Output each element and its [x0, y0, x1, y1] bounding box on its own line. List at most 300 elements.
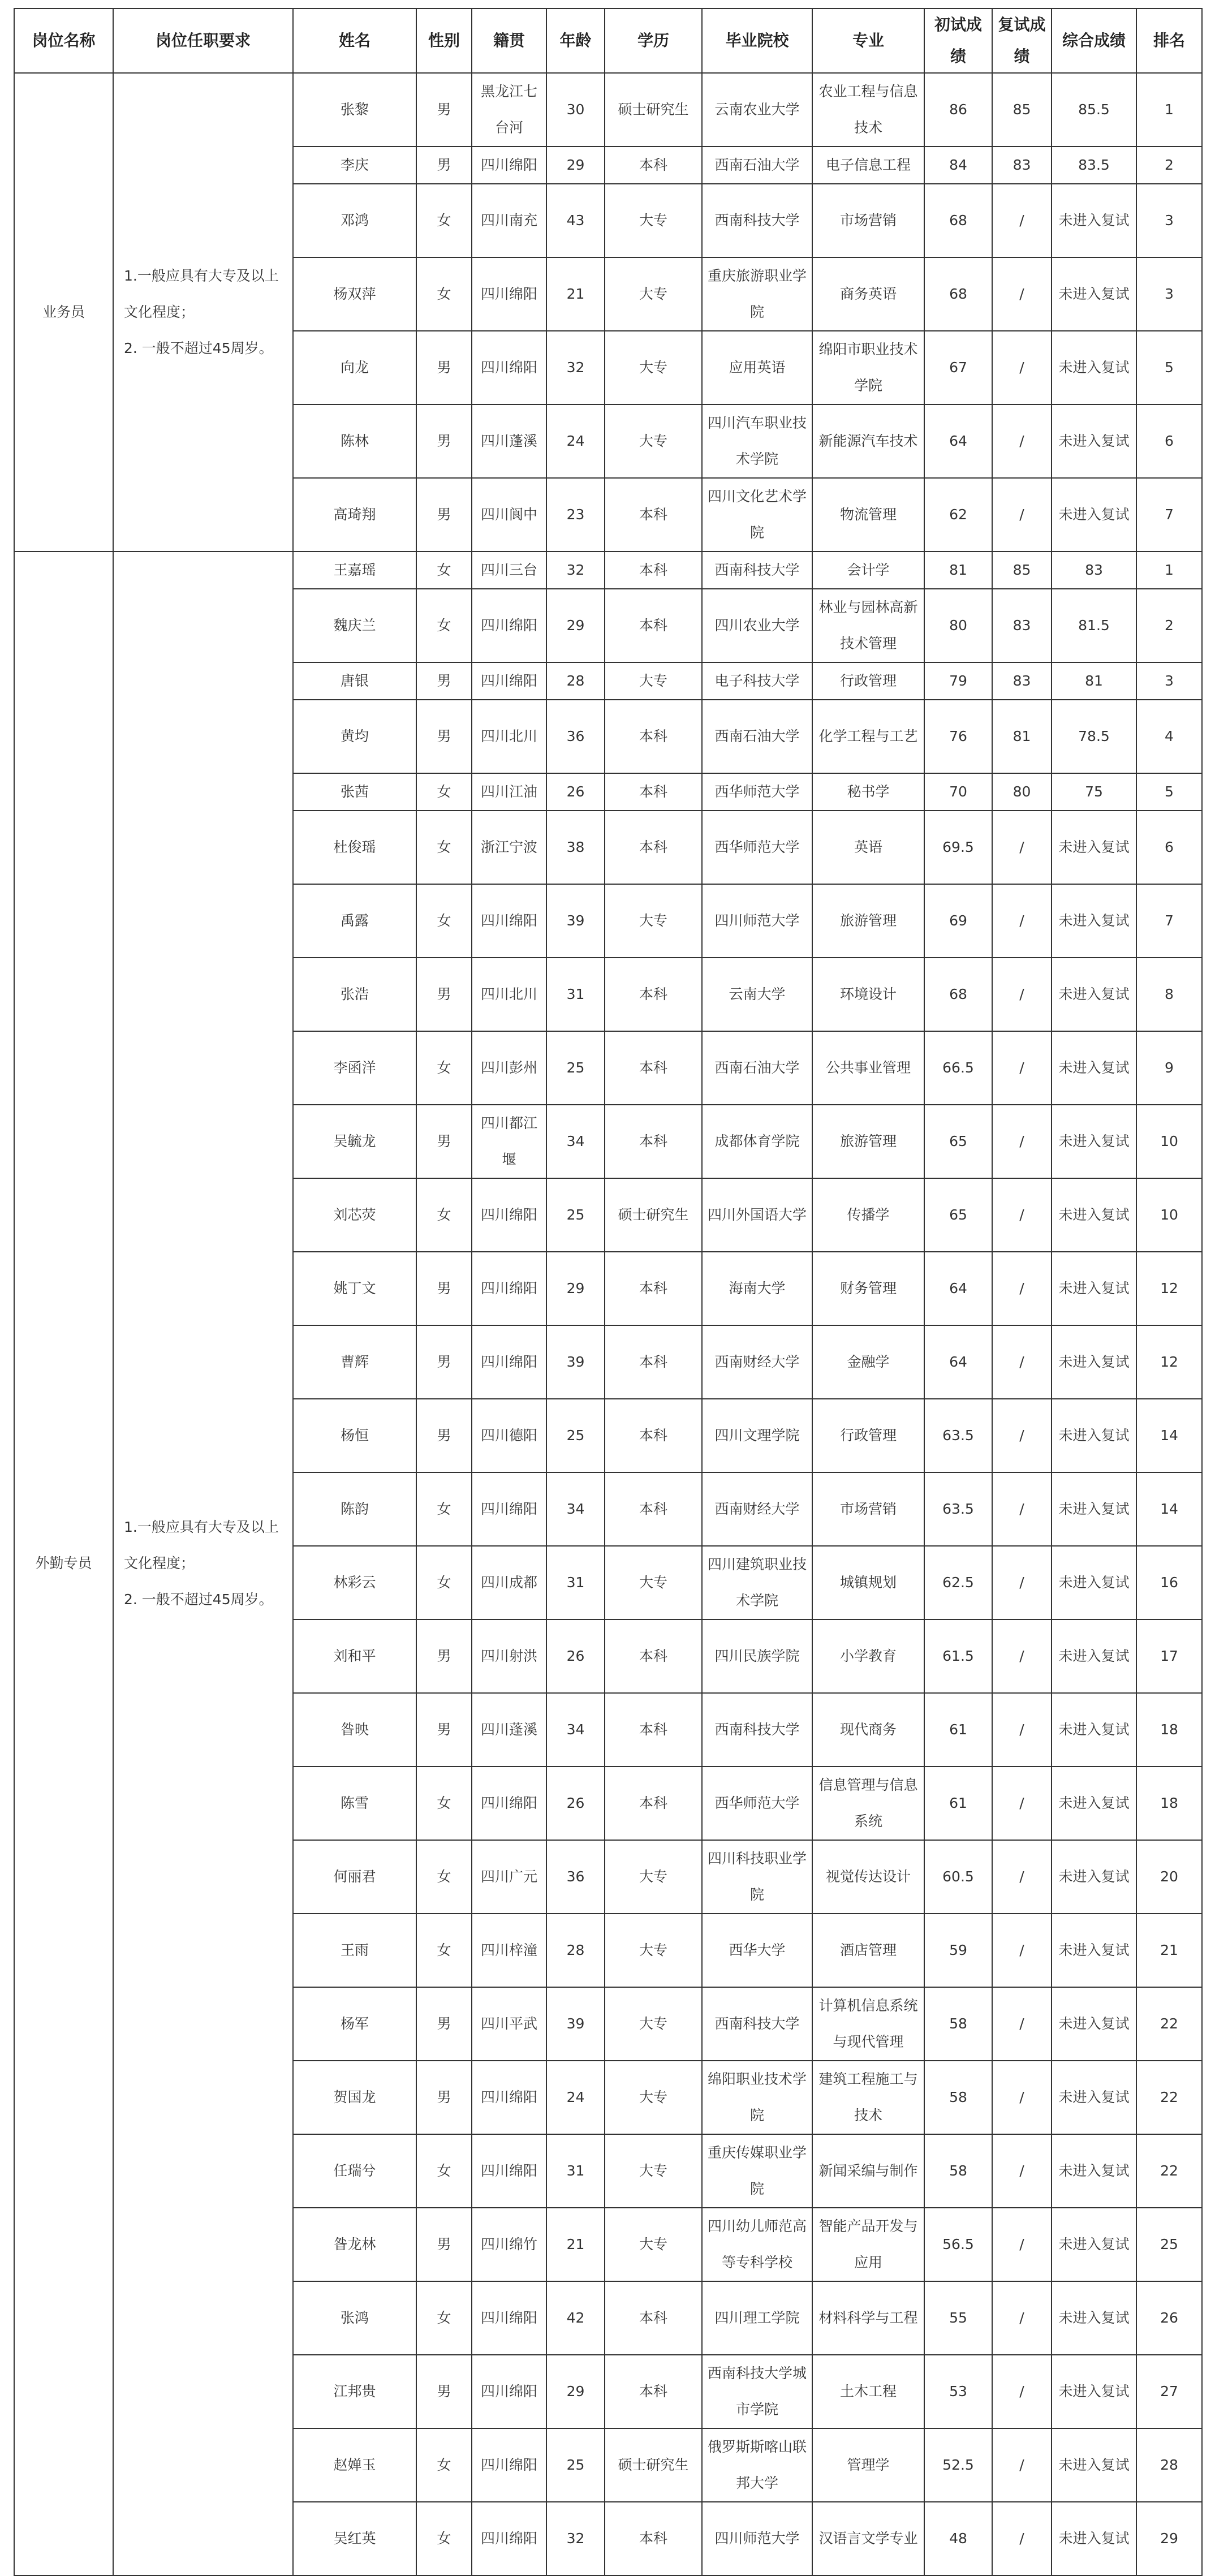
total-score-cell: 未进入复试 — [1052, 2134, 1136, 2208]
total-score-cell: 未进入复试 — [1052, 1767, 1136, 1840]
total-score-cell: 未进入复试 — [1052, 884, 1136, 958]
major-cell: 英语 — [812, 811, 924, 884]
rank-cell: 10 — [1136, 1105, 1202, 1178]
retest-score-cell: / — [992, 1619, 1052, 1693]
name-cell: 姚丁文 — [293, 1252, 416, 1325]
school-cell: 西南科技大学 — [702, 184, 812, 257]
retest-score-cell: / — [992, 1252, 1052, 1325]
major-cell: 农业工程与信息技术 — [812, 73, 924, 147]
retest-score-cell: / — [992, 404, 1052, 478]
name-cell: 杨恒 — [293, 1399, 416, 1472]
rank-cell: 6 — [1136, 404, 1202, 478]
initial-score-cell: 68 — [924, 257, 992, 331]
gender-cell: 女 — [416, 1914, 472, 1987]
total-score-cell: 未进入复试 — [1052, 1987, 1136, 2061]
education-cell: 本科 — [605, 1031, 702, 1105]
name-cell: 吴毓龙 — [293, 1105, 416, 1178]
initial-score-cell: 53 — [924, 2355, 992, 2428]
school-cell: 四川民族学院 — [702, 1619, 812, 1693]
gender-cell: 女 — [416, 1472, 472, 1546]
gender-cell: 女 — [416, 257, 472, 331]
major-cell: 信息管理与信息系统 — [812, 1767, 924, 1840]
major-cell: 行政管理 — [812, 1399, 924, 1472]
age-cell: 36 — [546, 1840, 605, 1914]
school-cell: 成都体育学院 — [702, 1105, 812, 1178]
rank-cell: 29 — [1136, 2502, 1202, 2575]
total-score-cell: 未进入复试 — [1052, 1693, 1136, 1767]
rank-cell: 25 — [1136, 2208, 1202, 2281]
age-cell: 34 — [546, 1105, 605, 1178]
total-score-cell: 未进入复试 — [1052, 2502, 1136, 2575]
origin-cell: 四川绵阳 — [472, 662, 546, 700]
rank-cell: 21 — [1136, 1914, 1202, 1987]
total-score-cell: 未进入复试 — [1052, 811, 1136, 884]
total-score-cell: 未进入复试 — [1052, 1031, 1136, 1105]
age-cell: 34 — [546, 1472, 605, 1546]
education-cell: 硕士研究生 — [605, 1178, 702, 1252]
retest-score-cell: 80 — [992, 773, 1052, 811]
major-cell: 会计学 — [812, 552, 924, 589]
school-cell: 西南科技大学 — [702, 552, 812, 589]
initial-score-cell: 62.5 — [924, 1546, 992, 1619]
major-cell: 传播学 — [812, 1178, 924, 1252]
total-score-cell: 83 — [1052, 552, 1136, 589]
total-score-cell: 85.5 — [1052, 73, 1136, 147]
origin-cell: 浙江宁波 — [472, 811, 546, 884]
major-cell: 电子信息工程 — [812, 147, 924, 184]
retest-score-cell: / — [992, 1399, 1052, 1472]
age-cell: 25 — [546, 2428, 605, 2502]
initial-score-cell: 64 — [924, 1252, 992, 1325]
name-cell: 张浩 — [293, 958, 416, 1031]
initial-score-cell: 61 — [924, 1767, 992, 1840]
retest-score-cell: 83 — [992, 147, 1052, 184]
initial-score-cell: 65 — [924, 1105, 992, 1178]
total-score-cell: 未进入复试 — [1052, 1840, 1136, 1914]
origin-cell: 四川彭州 — [472, 1031, 546, 1105]
education-cell: 大专 — [605, 257, 702, 331]
gender-cell: 男 — [416, 958, 472, 1031]
education-cell: 本科 — [605, 773, 702, 811]
education-cell: 本科 — [605, 2502, 702, 2575]
age-cell: 28 — [546, 662, 605, 700]
school-cell: 西南石油大学 — [702, 700, 812, 773]
total-score-cell: 未进入复试 — [1052, 2355, 1136, 2428]
school-cell: 海南大学 — [702, 1252, 812, 1325]
retest-score-cell: / — [992, 1693, 1052, 1767]
origin-cell: 四川绵阳 — [472, 2355, 546, 2428]
gender-cell: 女 — [416, 1767, 472, 1840]
name-cell: 黄均 — [293, 700, 416, 773]
initial-score-cell: 84 — [924, 147, 992, 184]
name-cell: 王雨 — [293, 1914, 416, 1987]
origin-cell: 四川绵阳 — [472, 257, 546, 331]
total-score-cell: 未进入复试 — [1052, 1325, 1136, 1399]
rank-cell: 5 — [1136, 331, 1202, 404]
position-cell: 外勤专员 — [14, 552, 113, 2575]
origin-cell: 四川绵阳 — [472, 1472, 546, 1546]
initial-score-cell: 76 — [924, 700, 992, 773]
gender-cell: 男 — [416, 1399, 472, 1472]
gender-cell: 女 — [416, 773, 472, 811]
school-cell: 应用英语 — [702, 331, 812, 404]
education-cell: 硕士研究生 — [605, 73, 702, 147]
name-cell: 王嘉瑶 — [293, 552, 416, 589]
major-cell: 土木工程 — [812, 2355, 924, 2428]
name-cell: 唐银 — [293, 662, 416, 700]
name-cell: 高琦翔 — [293, 478, 416, 552]
initial-score-cell: 86 — [924, 73, 992, 147]
age-cell: 34 — [546, 1693, 605, 1767]
retest-score-cell: / — [992, 1546, 1052, 1619]
total-score-cell: 未进入复试 — [1052, 331, 1136, 404]
name-cell: 昝龙林 — [293, 2208, 416, 2281]
gender-cell: 女 — [416, 1840, 472, 1914]
rank-cell: 12 — [1136, 1252, 1202, 1325]
age-cell: 32 — [546, 552, 605, 589]
major-cell: 酒店管理 — [812, 1914, 924, 1987]
retest-score-cell: / — [992, 184, 1052, 257]
major-cell: 环境设计 — [812, 958, 924, 1031]
name-cell: 刘和平 — [293, 1619, 416, 1693]
initial-score-cell: 65 — [924, 1178, 992, 1252]
rank-cell: 17 — [1136, 1619, 1202, 1693]
age-cell: 29 — [546, 589, 605, 662]
total-score-cell: 未进入复试 — [1052, 1619, 1136, 1693]
gender-cell: 男 — [416, 662, 472, 700]
age-cell: 25 — [546, 1031, 605, 1105]
name-cell: 魏庆兰 — [293, 589, 416, 662]
education-cell: 大专 — [605, 2208, 702, 2281]
school-cell: 西南科技大学城市学院 — [702, 2355, 812, 2428]
major-cell: 现代商务 — [812, 1693, 924, 1767]
origin-cell: 四川绵阳 — [472, 2428, 546, 2502]
initial-score-cell: 63.5 — [924, 1472, 992, 1546]
major-cell: 计算机信息系统与现代管理 — [812, 1987, 924, 2061]
major-cell: 市场营销 — [812, 1472, 924, 1546]
gender-cell: 男 — [416, 478, 472, 552]
origin-cell: 四川绵阳 — [472, 331, 546, 404]
initial-score-cell: 68 — [924, 958, 992, 1031]
school-cell: 西南石油大学 — [702, 1031, 812, 1105]
age-cell: 32 — [546, 2502, 605, 2575]
name-cell: 刘芯荧 — [293, 1178, 416, 1252]
origin-cell: 四川绵阳 — [472, 2134, 546, 2208]
initial-score-cell: 62 — [924, 478, 992, 552]
retest-score-cell: / — [992, 1472, 1052, 1546]
gender-cell: 男 — [416, 1987, 472, 2061]
name-cell: 贺国龙 — [293, 2061, 416, 2134]
rank-cell: 4 — [1136, 700, 1202, 773]
gender-header: 性别 — [416, 8, 472, 73]
initial-score-cell: 69 — [924, 884, 992, 958]
initial-score-cell: 58 — [924, 2134, 992, 2208]
retest-score-cell: / — [992, 257, 1052, 331]
initial-score-cell: 60.5 — [924, 1840, 992, 1914]
requirement-line: 文化程度； — [124, 304, 195, 320]
age-cell: 43 — [546, 184, 605, 257]
education-cell: 本科 — [605, 1399, 702, 1472]
rank-cell: 6 — [1136, 811, 1202, 884]
origin-cell: 四川蓬溪 — [472, 404, 546, 478]
name-cell: 张鸿 — [293, 2281, 416, 2355]
requirements-cell — [113, 73, 293, 552]
gender-cell: 女 — [416, 1546, 472, 1619]
retest-score-cell: / — [992, 1105, 1052, 1178]
retest-score-cell: / — [992, 2355, 1052, 2428]
name-cell: 昝映 — [293, 1693, 416, 1767]
origin-cell: 四川绵阳 — [472, 2281, 546, 2355]
education-cell: 本科 — [605, 147, 702, 184]
position-cell: 业务员 — [14, 73, 113, 552]
origin-cell: 四川江油 — [472, 773, 546, 811]
origin-cell: 黑龙江七台河 — [472, 73, 546, 147]
name-cell: 何丽君 — [293, 1840, 416, 1914]
age-header: 年龄 — [546, 8, 605, 73]
retest-score-cell: / — [992, 2134, 1052, 2208]
total-score-cell: 未进入复试 — [1052, 1399, 1136, 1472]
education-cell: 大专 — [605, 1987, 702, 2061]
requirement-line: 1.一般应具有大专及以上 — [124, 268, 279, 284]
total-score-cell: 未进入复试 — [1052, 1472, 1136, 1546]
name-header: 姓名 — [293, 8, 416, 73]
age-cell: 21 — [546, 257, 605, 331]
initial-score-cell: 48 — [924, 2502, 992, 2575]
gender-cell: 男 — [416, 1252, 472, 1325]
initial-score-cell: 52.5 — [924, 2428, 992, 2502]
retest-score-cell: / — [992, 2061, 1052, 2134]
initial-score-header: 初试成绩 — [924, 8, 992, 73]
school-header: 毕业院校 — [702, 8, 812, 73]
age-cell: 36 — [546, 700, 605, 773]
age-cell: 28 — [546, 1914, 605, 1987]
name-cell: 江邦贵 — [293, 2355, 416, 2428]
age-cell: 31 — [546, 1546, 605, 1619]
education-cell: 本科 — [605, 1472, 702, 1546]
major-cell: 视觉传达设计 — [812, 1840, 924, 1914]
major-cell: 旅游管理 — [812, 884, 924, 958]
gender-cell: 男 — [416, 331, 472, 404]
rank-cell: 14 — [1136, 1399, 1202, 1472]
initial-score-cell: 56.5 — [924, 2208, 992, 2281]
origin-cell: 四川都江堰 — [472, 1105, 546, 1178]
gender-cell: 女 — [416, 184, 472, 257]
name-cell: 杜俊瑶 — [293, 811, 416, 884]
initial-score-cell: 61 — [924, 1693, 992, 1767]
name-cell: 任瑞兮 — [293, 2134, 416, 2208]
origin-cell: 四川广元 — [472, 1840, 546, 1914]
name-cell: 张茜 — [293, 773, 416, 811]
gender-cell: 男 — [416, 73, 472, 147]
rank-cell: 8 — [1136, 958, 1202, 1031]
origin-cell: 四川绵阳 — [472, 147, 546, 184]
total-score-cell: 75 — [1052, 773, 1136, 811]
school-cell: 西华大学 — [702, 1914, 812, 1987]
name-cell: 向龙 — [293, 331, 416, 404]
gender-cell: 男 — [416, 700, 472, 773]
school-cell: 俄罗斯斯喀山联邦大学 — [702, 2428, 812, 2502]
education-cell: 本科 — [605, 2281, 702, 2355]
rank-cell: 3 — [1136, 257, 1202, 331]
origin-cell: 四川蓬溪 — [472, 1693, 546, 1767]
retest-score-cell: / — [992, 1178, 1052, 1252]
rank-cell: 22 — [1136, 2134, 1202, 2208]
gender-cell: 男 — [416, 2355, 472, 2428]
origin-cell: 四川绵阳 — [472, 1252, 546, 1325]
age-cell: 39 — [546, 1987, 605, 2061]
age-cell: 23 — [546, 478, 605, 552]
origin-cell: 四川绵阳 — [472, 1325, 546, 1399]
retest-score-header: 复试成绩 — [992, 8, 1052, 73]
school-cell: 西南科技大学 — [702, 1987, 812, 2061]
education-cell: 大专 — [605, 2061, 702, 2134]
major-cell: 智能产品开发与应用 — [812, 2208, 924, 2281]
school-cell: 四川文理学院 — [702, 1399, 812, 1472]
school-cell: 四川师范大学 — [702, 884, 812, 958]
total-score-cell: 未进入复试 — [1052, 2281, 1136, 2355]
retest-score-cell: 83 — [992, 662, 1052, 700]
retest-score-cell: 83 — [992, 589, 1052, 662]
rank-cell: 14 — [1136, 1472, 1202, 1546]
origin-cell: 四川绵阳 — [472, 2061, 546, 2134]
retest-score-cell: / — [992, 1914, 1052, 1987]
retest-score-cell: / — [992, 1325, 1052, 1399]
education-cell: 大专 — [605, 884, 702, 958]
total-score-cell: 未进入复试 — [1052, 1252, 1136, 1325]
retest-score-cell: 85 — [992, 73, 1052, 147]
name-cell: 杨军 — [293, 1987, 416, 2061]
age-cell: 24 — [546, 2061, 605, 2134]
initial-score-cell: 63.5 — [924, 1399, 992, 1472]
education-cell: 大专 — [605, 1914, 702, 1987]
rank-cell: 9 — [1136, 1031, 1202, 1105]
school-cell: 四川外国语大学 — [702, 1178, 812, 1252]
age-cell: 31 — [546, 2134, 605, 2208]
requirement-line: 1.一般应具有大专及以上 — [124, 1519, 279, 1535]
rank-cell: 16 — [1136, 1546, 1202, 1619]
age-cell: 26 — [546, 773, 605, 811]
school-cell: 西华师范大学 — [702, 1767, 812, 1840]
retest-score-cell: / — [992, 2281, 1052, 2355]
total-score-cell: 未进入复试 — [1052, 2208, 1136, 2281]
major-cell: 建筑工程施工与技术 — [812, 2061, 924, 2134]
rank-cell: 2 — [1136, 147, 1202, 184]
retest-score-cell: / — [992, 1767, 1052, 1840]
rank-cell: 5 — [1136, 773, 1202, 811]
requirement-line: 文化程度； — [124, 1555, 195, 1571]
table-row — [14, 73, 1202, 147]
major-cell: 商务英语 — [812, 257, 924, 331]
major-cell: 旅游管理 — [812, 1105, 924, 1178]
major-cell: 林业与园林高新技术管理 — [812, 589, 924, 662]
origin-cell: 四川北川 — [472, 700, 546, 773]
initial-score-cell: 81 — [924, 552, 992, 589]
initial-score-cell: 58 — [924, 1987, 992, 2061]
total-score-cell: 未进入复试 — [1052, 257, 1136, 331]
education-cell: 本科 — [605, 552, 702, 589]
education-cell: 本科 — [605, 478, 702, 552]
origin-cell: 四川梓潼 — [472, 1914, 546, 1987]
age-cell: 21 — [546, 2208, 605, 2281]
rank-cell: 3 — [1136, 184, 1202, 257]
origin-cell: 四川绵竹 — [472, 2208, 546, 2281]
name-cell: 陈韵 — [293, 1472, 416, 1546]
school-cell: 西南石油大学 — [702, 147, 812, 184]
school-cell: 西华师范大学 — [702, 773, 812, 811]
retest-score-cell: / — [992, 1840, 1052, 1914]
retest-score-cell: / — [992, 2428, 1052, 2502]
rank-cell: 20 — [1136, 1840, 1202, 1914]
school-cell: 云南农业大学 — [702, 73, 812, 147]
major-cell: 小学教育 — [812, 1619, 924, 1693]
major-cell: 绵阳市职业技术学院 — [812, 331, 924, 404]
school-cell: 西南财经大学 — [702, 1325, 812, 1399]
gender-cell: 女 — [416, 1178, 472, 1252]
major-cell: 秘书学 — [812, 773, 924, 811]
retest-score-cell: / — [992, 958, 1052, 1031]
origin-cell: 四川绵阳 — [472, 589, 546, 662]
gender-cell: 女 — [416, 2134, 472, 2208]
major-cell: 新能源汽车技术 — [812, 404, 924, 478]
rank-cell: 22 — [1136, 2061, 1202, 2134]
gender-cell: 女 — [416, 2281, 472, 2355]
gender-cell: 女 — [416, 589, 472, 662]
rank-cell: 7 — [1136, 478, 1202, 552]
gender-cell: 男 — [416, 2208, 472, 2281]
rank-cell: 3 — [1136, 662, 1202, 700]
rank-cell: 1 — [1136, 552, 1202, 589]
retest-score-cell: 85 — [992, 552, 1052, 589]
age-cell: 29 — [546, 1252, 605, 1325]
initial-score-cell: 70 — [924, 773, 992, 811]
initial-score-cell: 64 — [924, 404, 992, 478]
rank-cell: 10 — [1136, 1178, 1202, 1252]
education-cell: 大专 — [605, 404, 702, 478]
gender-cell: 女 — [416, 1031, 472, 1105]
origin-cell: 四川阆中 — [472, 478, 546, 552]
gender-cell: 男 — [416, 1619, 472, 1693]
education-cell: 本科 — [605, 1105, 702, 1178]
origin-cell: 四川绵阳 — [472, 884, 546, 958]
gender-cell: 男 — [416, 404, 472, 478]
education-cell: 大专 — [605, 184, 702, 257]
major-cell: 汉语言文学专业 — [812, 2502, 924, 2575]
age-cell: 26 — [546, 1767, 605, 1840]
total-score-header: 综合成绩 — [1052, 8, 1136, 73]
retest-score-cell: / — [992, 811, 1052, 884]
major-cell: 财务管理 — [812, 1252, 924, 1325]
initial-score-cell: 55 — [924, 2281, 992, 2355]
position-header: 岗位名称 — [14, 8, 113, 73]
education-cell: 本科 — [605, 589, 702, 662]
age-cell: 30 — [546, 73, 605, 147]
origin-cell: 四川绵阳 — [472, 2502, 546, 2575]
origin-cell: 四川三台 — [472, 552, 546, 589]
requirement-line: 2. 一般不超过45周岁。 — [124, 340, 273, 356]
total-score-cell: 未进入复试 — [1052, 478, 1136, 552]
total-score-cell: 未进入复试 — [1052, 404, 1136, 478]
name-cell: 陈林 — [293, 404, 416, 478]
initial-score-cell: 67 — [924, 331, 992, 404]
age-cell: 42 — [546, 2281, 605, 2355]
major-cell: 物流管理 — [812, 478, 924, 552]
major-cell: 市场营销 — [812, 184, 924, 257]
total-score-cell: 未进入复试 — [1052, 1546, 1136, 1619]
education-cell: 本科 — [605, 1252, 702, 1325]
education-cell: 本科 — [605, 700, 702, 773]
education-cell: 大专 — [605, 662, 702, 700]
age-cell: 39 — [546, 884, 605, 958]
